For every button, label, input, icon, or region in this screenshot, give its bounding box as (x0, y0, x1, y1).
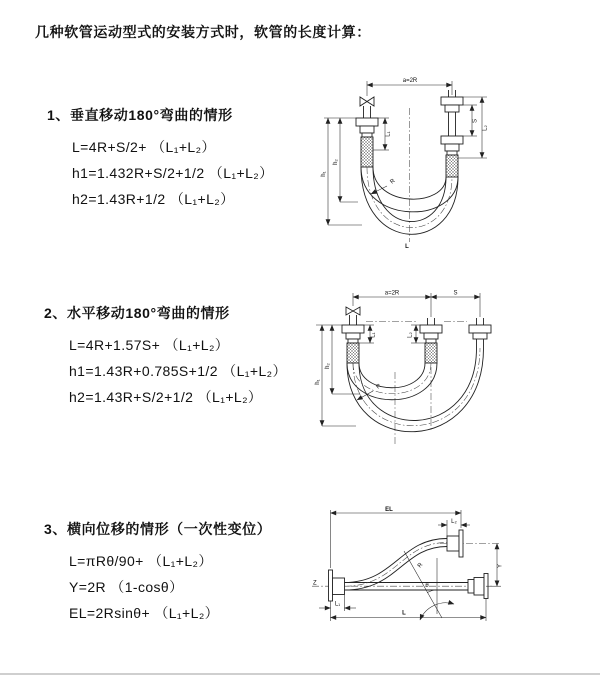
dim-label-y: Y (497, 563, 504, 569)
section-2-heading: 2、水平移动180°弯曲的情形 (44, 305, 230, 321)
formula-line: L=4R+S/2+ （L₁+L₂） (72, 139, 216, 155)
formula-line: h1=1.43R+0.785S+1/2 （L₁+L₂） (69, 363, 287, 379)
braided-hose-section (347, 343, 359, 363)
left-end-fitting (356, 97, 378, 167)
dim-label-h1: h₁ (321, 171, 327, 177)
diagram-vertical-180-bend (300, 70, 560, 260)
dim-label-l2: L₂ (451, 519, 457, 525)
section-3 (44, 519, 271, 626)
valve-icon (360, 97, 374, 106)
section-1-formulas (72, 134, 274, 212)
dim-label-l1: L₁ (370, 332, 377, 338)
middle-end-fitting (420, 318, 442, 363)
braided-hose-section (446, 155, 458, 177)
formula-line: h2=1.43R+1/2 （L₁+L₂） (72, 191, 235, 207)
formula-line: Y=2R （1-cosθ） (69, 579, 184, 595)
hose-u-bend-positions (347, 348, 484, 432)
dim-label-theta: θ (425, 583, 429, 589)
right-flange-fitting (468, 574, 488, 599)
braided-hose-section (361, 137, 373, 167)
right-end-fitting-displaced (469, 318, 491, 348)
left-flange-fitting (329, 570, 345, 601)
formula-line: h1=1.432R+S/2+1/2 （L₁+L₂） (72, 165, 274, 181)
dimension-annotations (315, 291, 480, 427)
dim-label-l: L (405, 244, 409, 250)
page-title: 几种软管运动型式的安装方式时，软管的长度计算： (35, 24, 371, 40)
dim-label-r: R (416, 562, 425, 570)
dim-label-l2: L₂ (482, 125, 489, 131)
axis-label-z: Z (313, 580, 317, 587)
formula-line: L=πRθ/90+ （L₁+L₂） (69, 553, 213, 569)
dim-label-h2: h₂ (325, 363, 331, 369)
formula-line: L=4R+1.57S+ （L₁+L₂） (69, 337, 230, 353)
diagram-lateral-displacement (300, 500, 592, 648)
left-end-fitting (342, 307, 364, 363)
angle-construction (404, 551, 454, 620)
section-2-formulas (69, 332, 287, 410)
section-3-heading: 3、横向位移的情形（一次性变位） (44, 521, 272, 537)
dim-label-h2: h₂ (333, 159, 339, 165)
dim-label-a2r: a=2R (384, 290, 400, 297)
diagram-horizontal-180-bend (298, 282, 580, 460)
braided-hose-section (425, 343, 437, 363)
right-end-fitting (441, 90, 463, 177)
dim-label-l1: L₁ (385, 131, 392, 137)
dimension-annotations (313, 507, 504, 621)
section-1 (47, 105, 274, 212)
upper-flange-fitting (447, 530, 463, 557)
dim-label-a2r: a=2R (402, 78, 418, 84)
dim-label-el: EL (385, 507, 393, 513)
section-2 (44, 303, 287, 410)
dim-label-r: R (389, 178, 397, 186)
dim-label-r: R (375, 383, 383, 391)
section-1-heading: 1、垂直移动180°弯曲的情形 (47, 107, 233, 123)
section-3-formulas (69, 548, 271, 626)
dim-label-h1: h₁ (315, 379, 321, 385)
dim-label-s: S (453, 290, 458, 297)
dim-label-s: S (472, 118, 479, 124)
formula-line: EL=2Rsinθ+ （L₁+L₂） (69, 605, 220, 621)
dim-label-l1: L₁ (334, 601, 341, 608)
formula-line: h2=1.43R+S/2+1/2 （L₁+L₂） (69, 389, 263, 405)
dim-label-l: L (402, 610, 406, 617)
valve-icon (346, 307, 360, 315)
dim-label-l2: L₂ (407, 332, 414, 338)
